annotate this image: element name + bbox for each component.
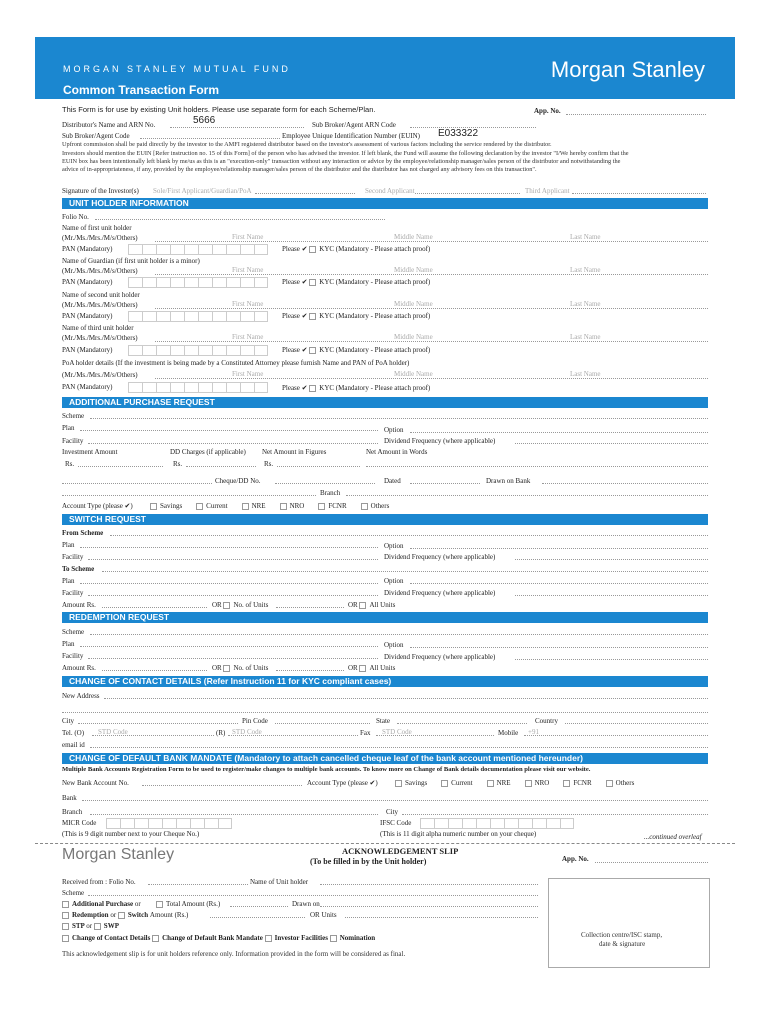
second-last-hint: Last Name <box>570 300 601 308</box>
rs-3: Rs. <box>264 460 274 468</box>
slip-bank: Change of Default Bank Mandate <box>162 934 263 942</box>
form-header <box>35 37 735 99</box>
check-icon: ✔ <box>301 384 308 392</box>
bank-acc-line[interactable] <box>142 785 302 786</box>
slip-units-line[interactable] <box>345 917 538 918</box>
bank-acc-type-label: Account Type (please ✔) <box>307 779 378 787</box>
red-option-line[interactable] <box>410 647 708 648</box>
second-first-hint: First Name <box>232 300 264 308</box>
third-title-label: (Mr./Ms./Mrs./M/s/Others) <box>62 334 138 342</box>
app-no-line[interactable] <box>566 114 706 115</box>
all-units-checkbox-1[interactable] <box>359 602 366 609</box>
red-plan-line[interactable] <box>80 646 378 647</box>
switch-amount-line[interactable] <box>102 607 207 608</box>
from-divfreq-label: Dividend Frequency (where applicable) <box>384 553 496 561</box>
para-4: advice of in-appropriateness, if any, provided by the employee/relationship manager/sales person of the distributor and the distributor has not charged any advisory fees on this transaction". <box>62 166 537 173</box>
dated-label: Dated <box>384 477 401 485</box>
slip-footer: This acknowledgement slip is for unit holders reference only. Information provided in the form will be considered as final. <box>62 950 406 958</box>
slip-app-no-line[interactable] <box>595 862 708 863</box>
tel-r-line[interactable] <box>228 735 358 736</box>
first-name-line[interactable] <box>155 241 708 242</box>
section-contact: CHANGE OF CONTACT DETAILS (Refer Instruction 11 for KYC compliant cases) <box>62 676 708 687</box>
std-hint-3: STD Code <box>382 728 412 736</box>
guardian-middle-hint: Middle Name <box>394 266 433 274</box>
slip-stp: STP <box>72 922 85 930</box>
red-divfreq-line[interactable] <box>515 659 708 660</box>
slip-total: Total Amount (Rs.) <box>166 900 221 908</box>
first-holder-label: Name of first unit holder <box>62 224 132 232</box>
cb-bank[interactable] <box>152 935 159 942</box>
dd-line[interactable] <box>186 466 256 467</box>
dd-charges-label: DD Charges (if applicable) <box>170 448 246 456</box>
cb-total[interactable] <box>156 901 163 908</box>
fax-line[interactable] <box>376 735 494 736</box>
red-scheme-label: Scheme <box>62 628 85 636</box>
poa-first-hint: First Name <box>232 370 264 378</box>
bank-acc-label: New Bank Account No. <box>62 779 129 787</box>
to-plan-line[interactable] <box>80 583 378 584</box>
second-name-line[interactable] <box>155 308 708 309</box>
all-units-label-2: All Units <box>369 664 396 672</box>
red-divfreq-label: Dividend Frequency (where applicable) <box>384 653 496 661</box>
slip-or-units: OR Units <box>310 911 337 919</box>
ifsc-cells[interactable] <box>420 818 574 829</box>
second-title-label: (Mr./Ms./Mrs./M/s/Others) <box>62 301 138 309</box>
third-first-hint: First Name <box>232 333 264 341</box>
branch-line-pre[interactable] <box>62 495 316 496</box>
last-name-hint: Last Name <box>570 233 601 241</box>
country-label: Country <box>535 717 558 725</box>
acc-type-label: Current <box>206 502 228 510</box>
units-label-2: No. of Units <box>233 664 269 672</box>
email-line[interactable] <box>90 747 708 748</box>
acc-types-bank <box>395 779 648 787</box>
net-figures-label: Net Amount in Figures <box>262 448 327 456</box>
subbroker-arn-label: Sub Broker/Agent ARN Code <box>312 121 396 129</box>
red-scheme-line[interactable] <box>90 634 708 635</box>
from-scheme-line[interactable] <box>110 535 708 536</box>
units-checkbox-2[interactable] <box>223 665 230 672</box>
cb-nomination[interactable] <box>330 935 337 942</box>
pan-cells-3[interactable] <box>128 311 268 322</box>
from-option-line[interactable] <box>410 548 708 549</box>
please-2: Please <box>282 278 300 286</box>
check-icon: ✔ <box>301 346 308 354</box>
acc-type-label: NRO <box>534 779 550 787</box>
email-label: email id <box>62 741 85 749</box>
section-purchase: ADDITIONAL PURCHASE REQUEST <box>62 397 708 408</box>
inv-amount-label: Investment Amount <box>62 448 118 456</box>
std-hint-2: STD Code <box>232 728 262 736</box>
from-divfreq-line[interactable] <box>515 559 708 560</box>
rs-2: Rs. <box>173 460 183 468</box>
morgan-stanley-logo: Morgan Stanley <box>550 57 705 82</box>
guardian-title-label: (Mr./Ms./Mrs./M/s/Others) <box>62 267 138 275</box>
net-words-line[interactable] <box>366 466 708 467</box>
units-checkbox-1[interactable] <box>223 602 230 609</box>
third-last-hint: Last Name <box>570 333 601 341</box>
slip-total-line[interactable] <box>230 906 288 907</box>
net-words-label: Net Amount in Words <box>366 448 428 456</box>
from-plan-label: Plan <box>62 541 75 549</box>
tel-r-label: (R) <box>216 729 226 737</box>
acc-type-checkbox[interactable] <box>487 780 494 787</box>
poa-middle-hint: Middle Name <box>394 370 433 378</box>
cb-stp[interactable] <box>62 923 69 930</box>
acc-type-checkbox[interactable] <box>395 780 402 787</box>
signature-label: Signature of the Investor(s) <box>62 187 139 195</box>
section-unit-holder: UNIT HOLDER INFORMATION <box>62 198 708 209</box>
euin-value[interactable]: E033322 <box>438 128 479 139</box>
red-facility-line[interactable] <box>88 658 378 659</box>
pin-label: Pin Code <box>242 717 268 725</box>
to-option-line[interactable] <box>410 583 708 584</box>
acc-type-checkbox[interactable] <box>441 780 448 787</box>
intro-note: This Form is for use by existing Unit holders. Please use separate form for each Scheme/Plan. <box>62 105 376 114</box>
address-line-2[interactable] <box>62 712 708 713</box>
subbroker-line[interactable] <box>140 138 280 139</box>
branch-line[interactable] <box>346 495 708 496</box>
bank-branch-line[interactable] <box>90 814 378 815</box>
acc-type-label: Savings <box>160 502 183 510</box>
pan-label-2: PAN (Mandatory) <box>62 278 113 286</box>
section-bank: CHANGE OF DEFAULT BANK MANDATE (Mandatory to attach cancelled cheque leaf of the bank account mentioned hereunder) <box>62 753 708 764</box>
sig1-line[interactable] <box>255 193 355 194</box>
kyc-label-3: KYC (Mandatory - Please attach proof) <box>319 312 431 320</box>
slip-add-purchase: Additional Purchase <box>72 900 134 908</box>
ifsc-label: IFSC Code <box>380 819 412 827</box>
acc-type-checkbox[interactable] <box>525 780 532 787</box>
section-redemption: REDEMPTION REQUEST <box>62 612 708 623</box>
check-icon: ✔ <box>301 278 308 286</box>
acc-type-label: Savings <box>405 779 428 787</box>
all-units-label-1: All Units <box>369 601 396 609</box>
slip-folio-line[interactable] <box>148 884 248 885</box>
switch-amount-label: Amount Rs. <box>62 601 96 609</box>
or-2: OR <box>348 601 358 609</box>
slip-logo: Morgan Stanley <box>62 846 175 863</box>
mobile-label: Mobile <box>498 729 519 737</box>
purchase-facility-line[interactable] <box>88 443 378 444</box>
tel-o-line[interactable] <box>92 735 214 736</box>
continued-note: ...continued overleaf <box>644 833 702 841</box>
slip-app-no-label: App. No. <box>562 855 589 863</box>
bank-branch-label: Branch <box>62 808 83 816</box>
para-1: Upfront commission shall be paid directly by the investor to the AMFI registered distributor based on the investor's assessment of various factors including the service rendered by the distributor. <box>62 141 552 148</box>
euin-label: Employee Unique Identification Number (EUIN) <box>282 132 421 140</box>
date-sig-label: date & signature <box>599 940 646 948</box>
kyc-checkbox-1[interactable] <box>309 246 316 253</box>
kyc-label-4: KYC (Mandatory - Please attach proof) <box>319 346 431 354</box>
cb-facilities[interactable] <box>265 935 272 942</box>
to-scheme-label: To Scheme <box>62 565 95 573</box>
distributor-label: Distributor's Name and ARN No. <box>62 121 156 129</box>
arn-line[interactable] <box>170 127 304 128</box>
third-middle-hint: Middle Name <box>394 333 433 341</box>
sig2-label: Second Applicant <box>365 187 415 195</box>
pan-label-4: PAN (Mandatory) <box>62 346 113 354</box>
or-1: OR <box>212 601 222 609</box>
acc-type-checkbox[interactable] <box>196 503 203 510</box>
state-label: State <box>376 717 390 725</box>
purchase-facility-label: Facility <box>62 437 84 445</box>
guardian-name-line[interactable] <box>155 274 708 275</box>
acc-type-label: Account Type (please ✔) <box>62 502 133 510</box>
acc-type-checkbox[interactable] <box>280 503 287 510</box>
acc-type-label: NRE <box>496 779 511 787</box>
mobile-line[interactable] <box>524 735 708 736</box>
pan-cells-2[interactable] <box>128 277 268 288</box>
bank-city-label: City <box>386 808 399 816</box>
slip-amount: Amount (Rs.) <box>149 911 189 919</box>
slip-or-1: or <box>134 900 141 908</box>
app-no-label: App. No. <box>534 107 561 115</box>
slip-name-label: Name of Unit holder <box>250 878 309 886</box>
poa-label: PoA holder details <box>62 359 114 367</box>
drawn-line[interactable] <box>542 483 708 484</box>
poa-note: (If the investment is being made by a Constituted Attorney please furnish Name and PAN of PoA holder) <box>115 359 410 367</box>
red-amount-label: Amount Rs. <box>62 664 96 672</box>
slip-title: ACKNOWLEDGEMENT SLIP <box>342 846 459 856</box>
cheque-label: Cheque/DD No. <box>215 477 261 485</box>
purchase-option-line[interactable] <box>410 432 708 433</box>
check-icon: ✔ <box>301 312 308 320</box>
cheque-line-pre[interactable] <box>62 483 212 484</box>
purchase-divfreq-label: Dividend Frequency (where applicable) <box>384 437 496 445</box>
to-facility-line[interactable] <box>88 595 378 596</box>
to-scheme-line[interactable] <box>102 571 708 572</box>
acc-type-checkbox[interactable] <box>150 503 157 510</box>
units-label-1: No. of Units <box>233 601 269 609</box>
pan-cells-4[interactable] <box>128 345 268 356</box>
guardian-label: Name of Guardian (if first unit holder is a minor) <box>62 257 200 265</box>
slip-scheme-label: Scheme <box>62 889 85 897</box>
acc-type-label: Current <box>451 779 473 787</box>
from-facility-label: Facility <box>62 553 84 561</box>
or-4: OR <box>348 664 358 672</box>
pan-label-3: PAN (Mandatory) <box>62 312 113 320</box>
drawn-label: Drawn on Bank <box>486 477 531 485</box>
fax-label: Fax <box>360 729 371 737</box>
or-3: OR <box>212 664 222 672</box>
branch-label: Branch <box>320 489 341 497</box>
dated-line[interactable] <box>410 483 480 484</box>
cb-add-purchase[interactable] <box>62 901 69 908</box>
purchase-scheme-label: Scheme <box>62 412 85 420</box>
acc-type-label: NRE <box>251 502 266 510</box>
all-units-checkbox-2[interactable] <box>359 665 366 672</box>
slip-scheme-line[interactable] <box>88 895 538 896</box>
first-name-hint: First Name <box>232 233 264 241</box>
state-line[interactable] <box>397 723 527 724</box>
sig3-line[interactable] <box>572 193 706 194</box>
please-4: Please <box>282 346 300 354</box>
from-facility-line[interactable] <box>88 559 378 560</box>
para-3: EUIN box has been intentionally left blank by me/us as this is an "execution-only" transaction without any interaction or advice by the employee/relationship manager/sales person of the distributor and notwithstanding the <box>62 158 621 165</box>
purchase-option-label: Option <box>384 426 404 434</box>
city-line[interactable] <box>78 723 238 724</box>
para-2: Investors should mention the EUIN [Refer instruction no. 15 of this Form] of the person who has advised the investor. If left blank, the Fund will assume the following declaration by the investor "I/We hereby confirm that the <box>62 150 629 157</box>
subbroker-label: Sub Broker/Agent Code <box>62 132 130 140</box>
acc-types-purchase <box>150 502 403 510</box>
please-5: Please <box>282 384 300 392</box>
kyc-checkbox-2[interactable] <box>309 279 316 286</box>
kyc-label-1: KYC (Mandatory - Please attach proof) <box>319 245 431 253</box>
sig1-label: Sole/First Applicant/Guardian/PoA <box>153 187 252 195</box>
folio-label: Folio No. <box>62 213 89 221</box>
check-icon: ✔ <box>301 245 308 253</box>
purchase-scheme-line[interactable] <box>90 418 708 419</box>
red-amount-line[interactable] <box>102 670 207 671</box>
acc-type-label: FCNR <box>573 779 592 787</box>
bank-line[interactable] <box>82 800 708 801</box>
cb-switch[interactable] <box>118 912 125 919</box>
sig3-label: Third Applicant <box>525 187 570 195</box>
address-label: New Address <box>62 692 100 700</box>
cb-redemption[interactable] <box>62 912 69 919</box>
section-switch: SWITCH REQUEST <box>62 514 708 525</box>
micr-label: MICR Code <box>62 819 97 827</box>
acc-type-checkbox[interactable] <box>361 503 368 510</box>
red-units-line[interactable] <box>276 670 344 671</box>
slip-drawn: Drawn on <box>292 900 320 908</box>
acc-type-checkbox[interactable] <box>563 780 570 787</box>
to-divfreq-label: Dividend Frequency (where applicable) <box>384 589 496 597</box>
from-plan-line[interactable] <box>80 547 378 548</box>
slip-facilities: Investor Facilities <box>274 934 328 942</box>
acc-type-checkbox[interactable] <box>318 503 325 510</box>
city-label: City <box>62 717 75 725</box>
to-divfreq-line[interactable] <box>515 595 708 596</box>
micr-cells[interactable] <box>106 818 232 829</box>
slip-swp: SWP <box>103 922 119 930</box>
collection-label: Collection centre/ISC stamp, <box>581 931 663 939</box>
guardian-first-hint: First Name <box>232 266 264 274</box>
slip-amount-line[interactable] <box>210 917 305 918</box>
arn-value[interactable]: 5666 <box>193 115 216 126</box>
micr-note: (This is 9 digit number next to your Cheque No.) <box>62 830 200 838</box>
please-1: Please <box>282 245 300 253</box>
purchase-plan-line[interactable] <box>80 430 378 431</box>
slip-nomination: Nomination <box>339 934 376 942</box>
to-facility-label: Facility <box>62 589 84 597</box>
second-holder-label: Name of second unit holder <box>62 291 140 299</box>
slip-name-line[interactable] <box>320 884 538 885</box>
slip-switch: Switch <box>127 911 149 919</box>
slip-or-2: or <box>110 911 117 919</box>
acc-type-checkbox[interactable] <box>242 503 249 510</box>
purchase-divfreq-line[interactable] <box>515 443 708 444</box>
third-holder-label: Name of third unit holder <box>62 324 134 332</box>
from-scheme-label: From Scheme <box>62 529 104 537</box>
slip-subtitle: (To be filled in by the Unit holder) <box>310 857 427 866</box>
to-option-label: Option <box>384 577 404 585</box>
pan-cells-1[interactable] <box>128 244 268 255</box>
slip-or-3: or <box>86 922 93 930</box>
collection-stamp-box <box>548 878 710 968</box>
to-plan-label: Plan <box>62 577 75 585</box>
kyc-label-5: KYC (Mandatory - Please attach proof) <box>319 384 431 392</box>
folio-line[interactable] <box>95 219 385 220</box>
acc-type-label: NRO <box>289 502 305 510</box>
poa-title-label: (Mr./Ms./Mrs./M/s/Others) <box>62 371 138 379</box>
bank-label: Bank <box>62 794 77 802</box>
fund-name: MORGAN STANLEY MUTUAL FUND <box>63 64 291 74</box>
acc-type-label: Others <box>370 502 390 510</box>
kyc-checkbox-3[interactable] <box>309 313 316 320</box>
cb-swp[interactable] <box>94 923 101 930</box>
rs-1: Rs. <box>65 460 75 468</box>
tel-label: Tel. (O) <box>62 729 85 737</box>
country-line[interactable] <box>565 723 708 724</box>
from-option-label: Option <box>384 542 404 550</box>
pan-label-5: PAN (Mandatory) <box>62 383 113 391</box>
sig2-line[interactable] <box>415 193 520 194</box>
switch-units-line[interactable] <box>276 607 344 608</box>
poa-last-hint: Last Name <box>570 370 601 378</box>
net-fig-line[interactable] <box>277 466 360 467</box>
pin-line[interactable] <box>275 723 370 724</box>
guardian-last-hint: Last Name <box>570 266 601 274</box>
first-title-label: (Mr./Ms./Mrs./M/s/Others) <box>62 234 138 242</box>
bank-note: Multiple Bank Accounts Registration Form to be used to register/make changes to multiple bank accounts. To know more on Change of Bank details documentation please visit our website. <box>62 766 591 773</box>
red-plan-label: Plan <box>62 640 75 648</box>
acc-type-checkbox[interactable] <box>606 780 613 787</box>
poa-name-line[interactable] <box>155 378 708 379</box>
pan-cells-5[interactable] <box>128 382 268 393</box>
slip-contact: Change of Contact Details <box>72 934 151 942</box>
please-3: Please <box>282 312 300 320</box>
second-middle-hint: Middle Name <box>394 300 433 308</box>
red-facility-label: Facility <box>62 652 84 660</box>
bank-city-line[interactable] <box>402 814 708 815</box>
ifsc-note: (This is 11 digit alpha numeric number on your cheque) <box>380 830 537 838</box>
red-option-label: Option <box>384 641 404 649</box>
address-line-1[interactable] <box>104 698 708 699</box>
slip-received-label: Received from : Folio No. <box>62 878 136 886</box>
inv-amount-line[interactable] <box>78 466 163 467</box>
acc-type-label: Others <box>615 779 635 787</box>
third-name-line[interactable] <box>155 341 708 342</box>
kyc-checkbox-4[interactable] <box>309 347 316 354</box>
slip-drawn-line[interactable] <box>320 906 538 907</box>
cb-contact[interactable] <box>62 935 69 942</box>
pan-label-1: PAN (Mandatory) <box>62 245 113 253</box>
cut-line <box>35 843 735 844</box>
form-title: Common Transaction Form <box>63 83 220 97</box>
cheque-line[interactable] <box>275 483 375 484</box>
std-hint-1: STD Code <box>98 728 128 736</box>
kyc-label-2: KYC (Mandatory - Please attach proof) <box>319 278 431 286</box>
kyc-checkbox-5[interactable] <box>309 385 316 392</box>
slip-redemption: Redemption <box>72 911 109 919</box>
middle-name-hint: Middle Name <box>394 233 433 241</box>
purchase-plan-label: Plan <box>62 424 75 432</box>
acc-type-label: FCNR <box>328 502 347 510</box>
